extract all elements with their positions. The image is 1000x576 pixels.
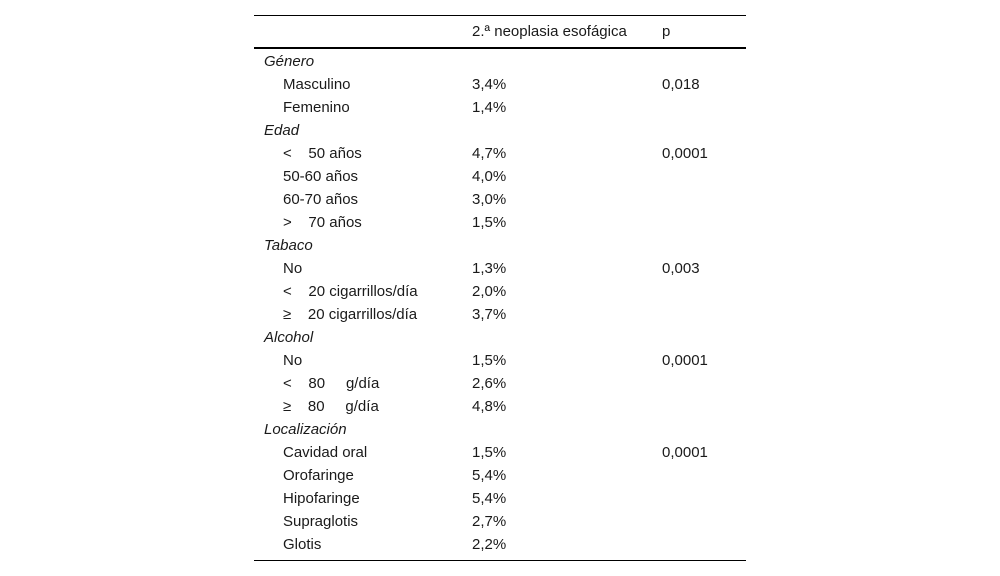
table-row (254, 303, 746, 326)
table-row (254, 533, 746, 556)
row-label: 60-70 años (283, 191, 359, 208)
row-label: No (283, 352, 303, 369)
table-row (254, 280, 746, 303)
table-row (254, 96, 746, 119)
row-value: 1,5% (472, 444, 507, 461)
row-value: 2,0% (472, 283, 507, 300)
row-value: 2,6% (472, 375, 507, 392)
table-row (254, 211, 746, 234)
row-label: Cavidad oral (283, 444, 368, 461)
table-row (254, 73, 746, 96)
row-value: 1,4% (472, 99, 507, 116)
row-value: 2,7% (472, 513, 507, 530)
row-label: < 50 años (283, 145, 362, 162)
table-row (254, 372, 746, 395)
row-label: Femenino (283, 99, 350, 116)
row-label: ≥ 80 g/día (283, 398, 379, 415)
row-label: 50-60 años (283, 168, 359, 185)
row-p-value: 0,003 (662, 260, 700, 277)
row-value: 4,0% (472, 168, 507, 185)
row-p-value: 0,0001 (662, 352, 708, 369)
table-row (254, 165, 746, 188)
row-value: 1,3% (472, 260, 507, 277)
row-value: 3,0% (472, 191, 507, 208)
row-label: Masculino (283, 76, 351, 93)
table-header-row (254, 16, 746, 47)
table-row (254, 510, 746, 533)
table-row (254, 464, 746, 487)
table-bottom-rule (254, 560, 746, 561)
table-row (254, 257, 746, 280)
row-label: No (283, 260, 303, 277)
category-row (254, 418, 746, 441)
row-value: 5,4% (472, 467, 507, 484)
row-p-value: 0,0001 (662, 444, 708, 461)
table-row (254, 188, 746, 211)
row-value: 5,4% (472, 490, 507, 507)
category-row (254, 119, 746, 142)
row-value: 1,5% (472, 352, 507, 369)
table-row (254, 395, 746, 418)
table-row (254, 349, 746, 372)
row-value: 3,7% (472, 306, 507, 323)
row-value: 4,8% (472, 398, 507, 415)
table-row (254, 487, 746, 510)
row-value: 4,7% (472, 145, 507, 162)
category-label: Edad (264, 122, 300, 139)
row-p-value: 0,0001 (662, 145, 708, 162)
category-label: Localización (264, 421, 347, 438)
category-label: Tabaco (264, 237, 313, 254)
row-label: ≥ 20 cigarrillos/día (283, 306, 418, 323)
row-label: < 20 cigarrillos/día (283, 283, 418, 300)
row-label: Glotis (283, 536, 322, 553)
table-body (254, 49, 746, 560)
table-row (254, 441, 746, 464)
row-label: Hipofaringe (283, 490, 360, 507)
header-value: 2.ª neoplasia esofágica (472, 23, 627, 40)
table-row (254, 142, 746, 165)
category-row (254, 234, 746, 257)
results-table (254, 15, 746, 561)
header-p: p (662, 23, 671, 40)
category-label: Alcohol (264, 329, 314, 346)
row-label: < 80 g/día (283, 375, 380, 392)
row-value: 2,2% (472, 536, 507, 553)
category-label: Género (264, 53, 315, 70)
row-value: 1,5% (472, 214, 507, 231)
row-p-value: 0,018 (662, 76, 700, 93)
row-label: > 70 años (283, 214, 362, 231)
row-value: 3,4% (472, 76, 507, 93)
category-row (254, 50, 746, 73)
row-label: Orofaringe (283, 467, 354, 484)
category-row (254, 326, 746, 349)
row-label: Supraglotis (283, 513, 359, 530)
